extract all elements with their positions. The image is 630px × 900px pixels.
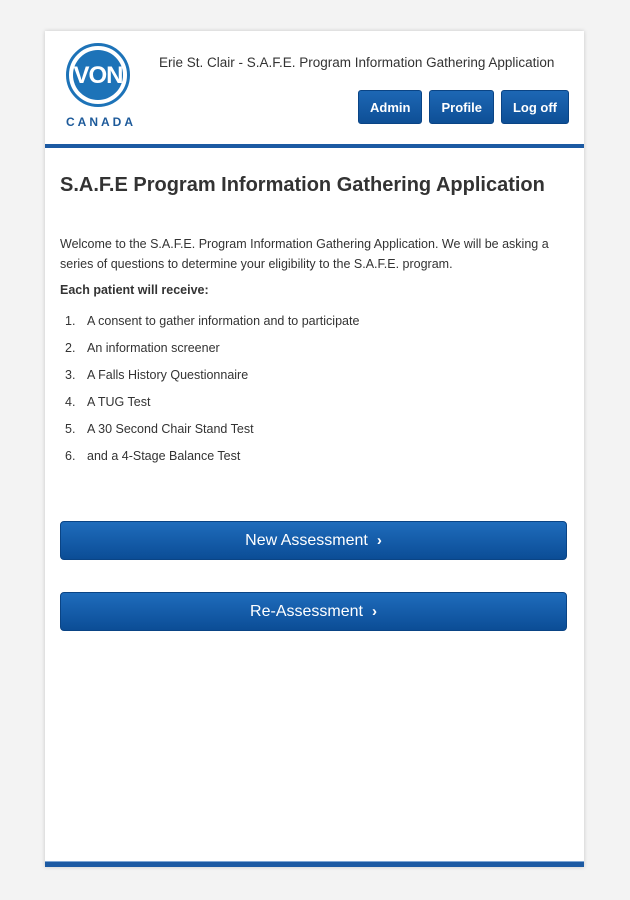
header-divider	[45, 144, 584, 148]
list-item	[60, 395, 359, 422]
page-title: S.A.F.E Program Information Gathering Application	[60, 174, 545, 196]
new-assessment-button[interactable]	[60, 521, 567, 560]
profile-button[interactable]: Profile	[429, 90, 493, 124]
list-item	[60, 314, 359, 341]
chevron-right-icon: ›	[371, 603, 377, 620]
list-item	[60, 449, 359, 476]
chevron-right-icon: ›	[376, 532, 382, 549]
app-page	[45, 31, 584, 867]
steps-list	[60, 314, 359, 476]
list-item-text: A TUG Test	[87, 395, 151, 409]
list-item-text: An information screener	[87, 341, 220, 355]
logo-wordmark: VON	[73, 62, 123, 89]
list-item	[60, 368, 359, 395]
app-subtitle: Erie St. Clair - S.A.F.E. Program Information Gathering Application	[159, 55, 555, 70]
list-item-number: 5.	[65, 422, 76, 436]
list-item	[60, 341, 359, 368]
admin-button[interactable]: Admin	[358, 90, 422, 124]
list-item-number: 1.	[65, 314, 76, 328]
list-item-text: A consent to gather information and to participate	[87, 314, 360, 328]
new-assessment-label: New Assessment	[245, 531, 368, 549]
list-item-number: 3.	[65, 368, 76, 382]
header-nav	[358, 90, 569, 124]
list-item-text: and a 4-Stage Balance Test	[87, 449, 241, 463]
footer-divider	[45, 861, 584, 867]
list-item-text: A 30 Second Chair Stand Test	[87, 422, 254, 436]
logo-ring	[66, 43, 130, 107]
list-item-number: 6.	[65, 449, 76, 463]
intro-text: Welcome to the S.A.F.E. Program Information Gathering Application. We will be asking a series of questions to determine your eligibility to the S.A.F.E. program.	[60, 237, 549, 271]
log-off-button[interactable]: Log off	[501, 90, 569, 124]
reassessment-label: Re-Assessment	[250, 602, 363, 620]
logo-country: CANADA	[66, 115, 136, 129]
list-item-text: A Falls History Questionnaire	[87, 368, 249, 382]
list-item-number: 2.	[65, 341, 76, 355]
list-item	[60, 422, 359, 449]
logo-disc	[73, 50, 123, 100]
receive-heading: Each patient will receive:	[60, 283, 209, 297]
list-item-number: 4.	[65, 395, 76, 409]
reassessment-button[interactable]	[60, 592, 567, 631]
header	[45, 31, 584, 144]
von-canada-logo[interactable]	[65, 43, 137, 133]
